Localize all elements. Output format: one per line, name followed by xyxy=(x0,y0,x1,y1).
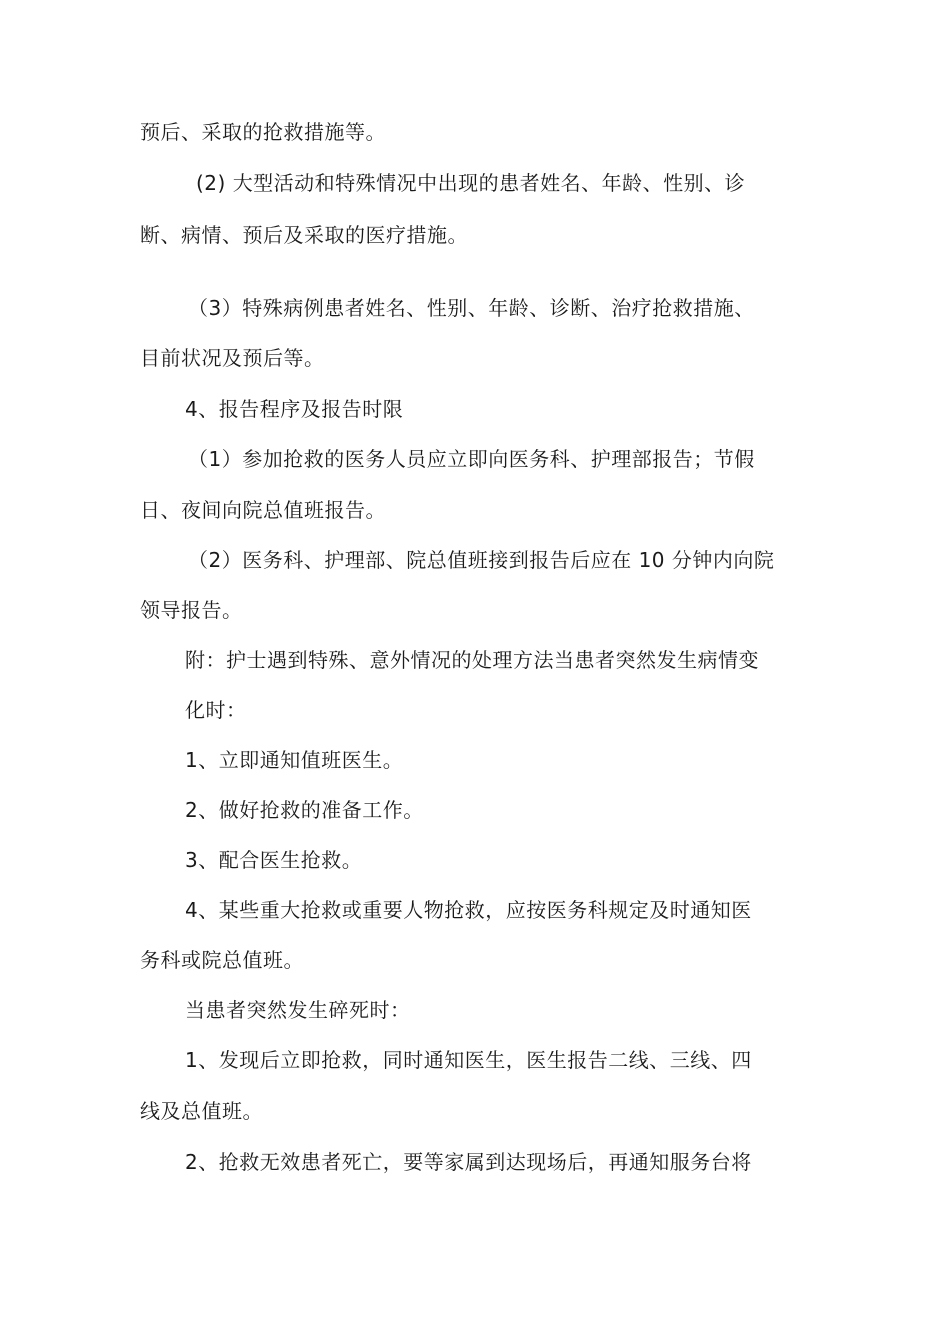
text-line: （3）特殊病例患者姓名、性别、年龄、诊断、治疗抢救措施、 xyxy=(188,296,755,320)
text-line: （1）参加抢救的医务人员应立即向医务科、护理部报告；节假 xyxy=(188,447,755,471)
text-line: 日、夜间向院总值班报告。 xyxy=(140,498,386,522)
text-line: 1、立即通知值班医生。 xyxy=(185,748,404,772)
text-line: (2) 大型活动和特殊情况中出现的患者姓名、年龄、性别、诊 xyxy=(196,171,746,195)
text-line: 3、配合医生抢救。 xyxy=(185,848,363,872)
text-line: 2、抢救无效患者死亡，要等家属到达现场后，再通知服务台将 xyxy=(185,1150,752,1174)
text-line: 1、发现后立即抢救，同时通知医生，医生报告二线、三线、四 xyxy=(185,1048,752,1072)
text-line: 4、某些重大抢救或重要人物抢救，应按医务科规定及时通知医 xyxy=(185,898,752,922)
text-line: 断、病情、预后及采取的医疗措施。 xyxy=(140,223,468,247)
text-line: 目前状况及预后等。 xyxy=(140,346,325,370)
text-line: 化时： xyxy=(185,698,247,722)
text-line: 务科或院总值班。 xyxy=(140,948,304,972)
text-line: 当患者突然发生碎死时： xyxy=(185,998,411,1022)
text-line: 线及总值班。 xyxy=(140,1099,263,1123)
text-line: 附：护士遇到特殊、意外情况的处理方法当患者突然发生病情变 xyxy=(185,648,759,672)
text-line: 4、报告程序及报告时限 xyxy=(185,397,404,421)
text-line: 2、做好抢救的准备工作。 xyxy=(185,798,424,822)
text-line: 领导报告。 xyxy=(140,598,243,622)
text-line: （2）医务科、护理部、院总值班接到报告后应在 10 分钟内向院 xyxy=(188,548,775,572)
text-line: 预后、采取的抢救措施等。 xyxy=(140,120,386,144)
